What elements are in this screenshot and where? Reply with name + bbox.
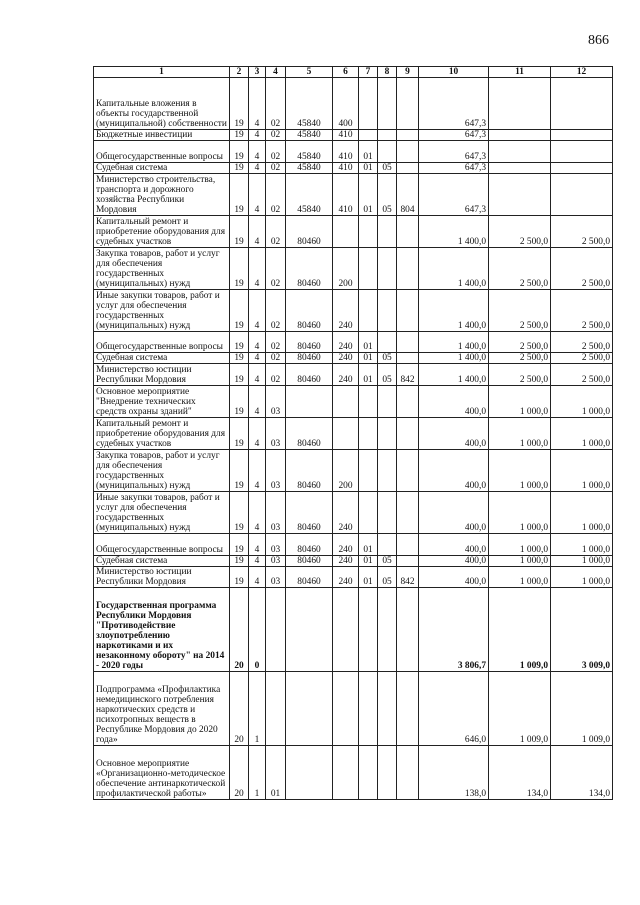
code-col-6: 240 xyxy=(333,364,359,386)
code-col-6: 410 xyxy=(333,141,359,163)
code-col-9 xyxy=(397,78,419,130)
column-header: 8 xyxy=(378,67,397,78)
code-col-8: 05 xyxy=(378,567,397,588)
amount-col-10: 400,0 xyxy=(419,492,489,534)
code-col-9: 842 xyxy=(397,567,419,588)
code-col-8 xyxy=(378,418,397,450)
code-col-5: 45840 xyxy=(286,163,333,174)
table-row xyxy=(94,588,613,672)
code-col-8: 05 xyxy=(378,556,397,567)
code-col-8 xyxy=(378,588,397,672)
code-col-7 xyxy=(359,588,378,672)
row-name: Общегосударственные вопросы xyxy=(94,332,230,353)
code-col-5 xyxy=(286,746,333,800)
code-col-2: 19 xyxy=(230,418,249,450)
code-col-4: 01 xyxy=(266,746,286,800)
amount-col-10: 1 400,0 xyxy=(419,332,489,353)
code-col-2: 19 xyxy=(230,364,249,386)
code-col-8: 05 xyxy=(378,163,397,174)
amount-col-11: 2 500,0 xyxy=(489,248,551,290)
table-row xyxy=(94,332,613,353)
amount-col-12: 1 000,0 xyxy=(551,567,613,588)
row-name: Судебная система xyxy=(94,163,230,174)
amount-col-12 xyxy=(551,174,613,216)
code-col-7 xyxy=(359,130,378,141)
code-col-7: 01 xyxy=(359,353,378,364)
code-col-7: 01 xyxy=(359,163,378,174)
code-col-5: 80460 xyxy=(286,353,333,364)
amount-col-11: 1 000,0 xyxy=(489,492,551,534)
code-col-4: 03 xyxy=(266,556,286,567)
code-col-7 xyxy=(359,386,378,418)
code-col-2: 19 xyxy=(230,450,249,492)
code-col-5: 45840 xyxy=(286,130,333,141)
code-col-8 xyxy=(378,248,397,290)
code-col-4: 02 xyxy=(266,364,286,386)
code-col-5: 45840 xyxy=(286,78,333,130)
table-row xyxy=(94,492,613,534)
table-row xyxy=(94,290,613,332)
code-col-5: 80460 xyxy=(286,556,333,567)
code-col-6 xyxy=(333,386,359,418)
amount-col-11 xyxy=(489,78,551,130)
code-col-5: 80460 xyxy=(286,418,333,450)
code-col-2: 20 xyxy=(230,746,249,800)
code-col-8 xyxy=(378,141,397,163)
row-name: Закупка товаров, работ и услуг для обеспечения государственных (муниципальных) нужд xyxy=(94,248,230,290)
code-col-7 xyxy=(359,78,378,130)
code-col-4: 03 xyxy=(266,492,286,534)
code-col-5: 80460 xyxy=(286,450,333,492)
code-col-6 xyxy=(333,672,359,746)
code-col-5: 45840 xyxy=(286,174,333,216)
code-col-8 xyxy=(378,78,397,130)
code-col-7 xyxy=(359,450,378,492)
code-col-9 xyxy=(397,450,419,492)
column-header: 3 xyxy=(249,67,266,78)
code-col-7 xyxy=(359,418,378,450)
code-col-6 xyxy=(333,418,359,450)
amount-col-12: 1 009,0 xyxy=(551,672,613,746)
code-col-8 xyxy=(378,492,397,534)
code-col-3: 4 xyxy=(249,450,266,492)
code-col-2: 19 xyxy=(230,534,249,556)
table-row xyxy=(94,567,613,588)
code-col-2: 19 xyxy=(230,386,249,418)
amount-col-12 xyxy=(551,130,613,141)
column-header: 12 xyxy=(551,67,613,78)
row-name: Иные закупки товаров, работ и услуг для обеспечения государственных (муниципальных) нужд xyxy=(94,290,230,332)
code-col-8: 05 xyxy=(378,364,397,386)
code-col-2: 19 xyxy=(230,556,249,567)
row-name: Капитальный ремонт и приобретение оборудования для судебных участков xyxy=(94,418,230,450)
row-name: Министерство строительства, транспорта и дорожного хозяйства Республики Мордовия xyxy=(94,174,230,216)
code-col-8 xyxy=(378,746,397,800)
code-col-2: 19 xyxy=(230,141,249,163)
amount-col-11: 2 500,0 xyxy=(489,216,551,248)
code-col-4: 02 xyxy=(266,174,286,216)
code-col-4: 03 xyxy=(266,418,286,450)
code-col-7 xyxy=(359,672,378,746)
code-col-8: 05 xyxy=(378,174,397,216)
amount-col-12: 134,0 xyxy=(551,746,613,800)
amount-col-11: 2 500,0 xyxy=(489,353,551,364)
amount-col-10: 1 400,0 xyxy=(419,216,489,248)
code-col-7 xyxy=(359,290,378,332)
code-col-8 xyxy=(378,386,397,418)
code-col-5: 80460 xyxy=(286,248,333,290)
amount-col-10: 647,3 xyxy=(419,141,489,163)
code-col-4: 03 xyxy=(266,386,286,418)
code-col-4 xyxy=(266,588,286,672)
code-col-6: 200 xyxy=(333,450,359,492)
code-col-3: 1 xyxy=(249,672,266,746)
table-row xyxy=(94,353,613,364)
table-row xyxy=(94,746,613,800)
amount-col-12: 1 000,0 xyxy=(551,534,613,556)
code-col-6: 240 xyxy=(333,492,359,534)
row-name: Государственная программа Республики Мордовия "Противодействие злоупотреблению наркотиками и их незаконному обороту" на 2014 - 2020 годы xyxy=(94,588,230,672)
amount-col-12: 2 500,0 xyxy=(551,332,613,353)
code-col-2: 20 xyxy=(230,672,249,746)
code-col-6: 410 xyxy=(333,130,359,141)
code-col-7: 01 xyxy=(359,174,378,216)
code-col-4: 02 xyxy=(266,290,286,332)
amount-col-10: 400,0 xyxy=(419,418,489,450)
code-col-3: 4 xyxy=(249,534,266,556)
table-row xyxy=(94,130,613,141)
code-col-8 xyxy=(378,450,397,492)
code-col-3: 4 xyxy=(249,174,266,216)
code-col-9 xyxy=(397,386,419,418)
amount-col-10: 646,0 xyxy=(419,672,489,746)
amount-col-10: 647,3 xyxy=(419,174,489,216)
code-col-5: 45840 xyxy=(286,141,333,163)
code-col-9 xyxy=(397,141,419,163)
code-col-3: 4 xyxy=(249,418,266,450)
code-col-7 xyxy=(359,492,378,534)
code-col-5: 80460 xyxy=(286,567,333,588)
code-col-6: 240 xyxy=(333,290,359,332)
code-col-9 xyxy=(397,248,419,290)
code-col-2: 19 xyxy=(230,290,249,332)
amount-col-10: 1 400,0 xyxy=(419,290,489,332)
table-row xyxy=(94,672,613,746)
code-col-5: 80460 xyxy=(286,332,333,353)
code-col-3: 4 xyxy=(249,290,266,332)
amount-col-12: 2 500,0 xyxy=(551,216,613,248)
code-col-4: 02 xyxy=(266,216,286,248)
code-col-4: 02 xyxy=(266,163,286,174)
code-col-6: 240 xyxy=(333,567,359,588)
code-col-2: 19 xyxy=(230,216,249,248)
code-col-6: 240 xyxy=(333,353,359,364)
code-col-2: 19 xyxy=(230,353,249,364)
code-col-2: 19 xyxy=(230,332,249,353)
code-col-4: 02 xyxy=(266,130,286,141)
table-row xyxy=(94,556,613,567)
amount-col-11 xyxy=(489,141,551,163)
amount-col-10: 400,0 xyxy=(419,556,489,567)
table-row xyxy=(94,141,613,163)
row-name: Закупка товаров, работ и услуг для обеспечения государственных (муниципальных) нужд xyxy=(94,450,230,492)
code-col-8 xyxy=(378,216,397,248)
code-col-9 xyxy=(397,492,419,534)
code-col-8 xyxy=(378,332,397,353)
row-name: Подпрограмма «Профилактика немедицинского потребления наркотических средств и психотропных веществ в Республике Мордовия до 2020 года» xyxy=(94,672,230,746)
amount-col-10: 400,0 xyxy=(419,534,489,556)
table-row xyxy=(94,248,613,290)
amount-col-10: 138,0 xyxy=(419,746,489,800)
amount-col-12 xyxy=(551,163,613,174)
code-col-8 xyxy=(378,130,397,141)
amount-col-12: 3 009,0 xyxy=(551,588,613,672)
table-row xyxy=(94,418,613,450)
amount-col-10: 400,0 xyxy=(419,567,489,588)
amount-col-11 xyxy=(489,174,551,216)
row-name: Общегосударственные вопросы xyxy=(94,141,230,163)
code-col-4: 02 xyxy=(266,78,286,130)
amount-col-11: 2 500,0 xyxy=(489,332,551,353)
code-col-3: 4 xyxy=(249,353,266,364)
code-col-3: 0 xyxy=(249,588,266,672)
amount-col-11: 1 000,0 xyxy=(489,418,551,450)
amount-col-11 xyxy=(489,163,551,174)
code-col-3: 4 xyxy=(249,364,266,386)
code-col-6: 410 xyxy=(333,174,359,216)
amount-col-11: 1 009,0 xyxy=(489,672,551,746)
row-name: Министерство юстиции Республики Мордовия xyxy=(94,364,230,386)
code-col-4: 02 xyxy=(266,332,286,353)
amount-col-11: 1 000,0 xyxy=(489,386,551,418)
table-row xyxy=(94,163,613,174)
amount-col-12: 1 000,0 xyxy=(551,492,613,534)
code-col-6: 240 xyxy=(333,332,359,353)
code-col-3: 4 xyxy=(249,248,266,290)
amount-col-11: 1 000,0 xyxy=(489,556,551,567)
code-col-9 xyxy=(397,534,419,556)
amount-col-10: 400,0 xyxy=(419,386,489,418)
code-col-7: 01 xyxy=(359,141,378,163)
amount-col-11: 134,0 xyxy=(489,746,551,800)
amount-col-12 xyxy=(551,141,613,163)
row-name: Основное мероприятие «Организационно-методическое обеспечение антинаркотической профилактической работы» xyxy=(94,746,230,800)
code-col-5 xyxy=(286,672,333,746)
code-col-6: 410 xyxy=(333,163,359,174)
table-row xyxy=(94,534,613,556)
amount-col-12: 2 500,0 xyxy=(551,248,613,290)
table-row xyxy=(94,386,613,418)
row-name: Общегосударственные вопросы xyxy=(94,534,230,556)
code-col-4: 02 xyxy=(266,141,286,163)
table-row xyxy=(94,450,613,492)
column-header: 1 xyxy=(94,67,230,78)
code-col-3: 4 xyxy=(249,141,266,163)
column-header: 10 xyxy=(419,67,489,78)
code-col-5: 80460 xyxy=(286,534,333,556)
code-col-3: 4 xyxy=(249,78,266,130)
code-col-8 xyxy=(378,672,397,746)
code-col-2: 19 xyxy=(230,174,249,216)
code-col-3: 4 xyxy=(249,492,266,534)
code-col-3: 4 xyxy=(249,216,266,248)
code-col-9: 842 xyxy=(397,364,419,386)
amount-col-12: 1 000,0 xyxy=(551,450,613,492)
code-col-3: 4 xyxy=(249,556,266,567)
code-col-9 xyxy=(397,556,419,567)
code-col-6 xyxy=(333,216,359,248)
amount-col-10: 647,3 xyxy=(419,78,489,130)
code-col-7: 01 xyxy=(359,534,378,556)
column-header: 7 xyxy=(359,67,378,78)
amount-col-11: 2 500,0 xyxy=(489,364,551,386)
amount-col-11 xyxy=(489,130,551,141)
amount-col-11: 2 500,0 xyxy=(489,290,551,332)
code-col-4: 03 xyxy=(266,567,286,588)
amount-col-12: 2 500,0 xyxy=(551,290,613,332)
code-col-7: 01 xyxy=(359,332,378,353)
amount-col-11: 1 000,0 xyxy=(489,567,551,588)
code-col-5 xyxy=(286,588,333,672)
code-col-9 xyxy=(397,353,419,364)
code-col-3: 4 xyxy=(249,332,266,353)
column-header: 9 xyxy=(397,67,419,78)
code-col-9 xyxy=(397,672,419,746)
row-name: Судебная система xyxy=(94,353,230,364)
code-col-6 xyxy=(333,588,359,672)
code-col-2: 19 xyxy=(230,567,249,588)
amount-col-10: 1 400,0 xyxy=(419,353,489,364)
amount-col-11: 1 000,0 xyxy=(489,450,551,492)
code-col-4: 03 xyxy=(266,450,286,492)
code-col-3: 4 xyxy=(249,567,266,588)
row-name: Министерство юстиции Республики Мордовия xyxy=(94,567,230,588)
code-col-7 xyxy=(359,248,378,290)
amount-col-12: 2 500,0 xyxy=(551,364,613,386)
amount-col-10: 1 400,0 xyxy=(419,248,489,290)
column-header: 11 xyxy=(489,67,551,78)
code-col-7: 01 xyxy=(359,556,378,567)
code-col-2: 19 xyxy=(230,492,249,534)
code-col-3: 4 xyxy=(249,163,266,174)
row-name: Основное мероприятие "Внедрение технических средств охраны зданий" xyxy=(94,386,230,418)
amount-col-12: 1 000,0 xyxy=(551,386,613,418)
code-col-4: 02 xyxy=(266,353,286,364)
code-col-8 xyxy=(378,534,397,556)
code-col-9 xyxy=(397,163,419,174)
code-col-6 xyxy=(333,746,359,800)
amount-col-10: 3 806,7 xyxy=(419,588,489,672)
code-col-4: 02 xyxy=(266,248,286,290)
code-col-5: 80460 xyxy=(286,492,333,534)
code-col-9 xyxy=(397,418,419,450)
code-col-3: 4 xyxy=(249,386,266,418)
amount-col-10: 647,3 xyxy=(419,130,489,141)
table-row xyxy=(94,78,613,130)
amount-col-12 xyxy=(551,78,613,130)
amount-col-12: 1 000,0 xyxy=(551,556,613,567)
code-col-7: 01 xyxy=(359,567,378,588)
code-col-7 xyxy=(359,746,378,800)
row-name: Капитальный ремонт и приобретение оборудования для судебных участков xyxy=(94,216,230,248)
amount-col-10: 1 400,0 xyxy=(419,364,489,386)
code-col-8 xyxy=(378,290,397,332)
amount-col-10: 400,0 xyxy=(419,450,489,492)
amount-col-11: 1 009,0 xyxy=(489,588,551,672)
code-col-9: 804 xyxy=(397,174,419,216)
amount-col-11: 1 000,0 xyxy=(489,534,551,556)
column-header: 2 xyxy=(230,67,249,78)
table-row xyxy=(94,364,613,386)
code-col-2: 19 xyxy=(230,163,249,174)
amount-col-12: 2 500,0 xyxy=(551,353,613,364)
code-col-9 xyxy=(397,130,419,141)
code-col-2: 19 xyxy=(230,78,249,130)
table-row xyxy=(94,216,613,248)
page-number: 866 xyxy=(588,33,609,48)
column-header: 6 xyxy=(333,67,359,78)
code-col-5: 80460 xyxy=(286,364,333,386)
row-name: Капитальные вложения в объекты государственной (муниципальной) собственности xyxy=(94,78,230,130)
code-col-6: 200 xyxy=(333,248,359,290)
code-col-2: 19 xyxy=(230,248,249,290)
code-col-7 xyxy=(359,216,378,248)
budget-table xyxy=(93,66,613,800)
code-col-5 xyxy=(286,386,333,418)
code-col-9 xyxy=(397,216,419,248)
code-col-8: 05 xyxy=(378,353,397,364)
amount-col-10: 647,3 xyxy=(419,163,489,174)
code-col-4: 03 xyxy=(266,534,286,556)
table-body xyxy=(94,67,613,800)
code-col-9 xyxy=(397,332,419,353)
code-col-7: 01 xyxy=(359,364,378,386)
table-header-row xyxy=(94,67,613,78)
column-header: 5 xyxy=(286,67,333,78)
code-col-5: 80460 xyxy=(286,216,333,248)
row-name: Бюджетные инвестиции xyxy=(94,130,230,141)
code-col-6: 400 xyxy=(333,78,359,130)
code-col-4 xyxy=(266,672,286,746)
code-col-9 xyxy=(397,290,419,332)
code-col-3: 1 xyxy=(249,746,266,800)
row-name: Иные закупки товаров, работ и услуг для обеспечения государственных (муниципальных) нужд xyxy=(94,492,230,534)
code-col-5: 80460 xyxy=(286,290,333,332)
code-col-2: 19 xyxy=(230,130,249,141)
code-col-3: 4 xyxy=(249,130,266,141)
code-col-9 xyxy=(397,746,419,800)
table-row xyxy=(94,174,613,216)
code-col-6: 240 xyxy=(333,556,359,567)
column-header: 4 xyxy=(266,67,286,78)
amount-col-12: 1 000,0 xyxy=(551,418,613,450)
code-col-2: 20 xyxy=(230,588,249,672)
row-name: Судебная система xyxy=(94,556,230,567)
code-col-9 xyxy=(397,588,419,672)
code-col-6: 240 xyxy=(333,534,359,556)
